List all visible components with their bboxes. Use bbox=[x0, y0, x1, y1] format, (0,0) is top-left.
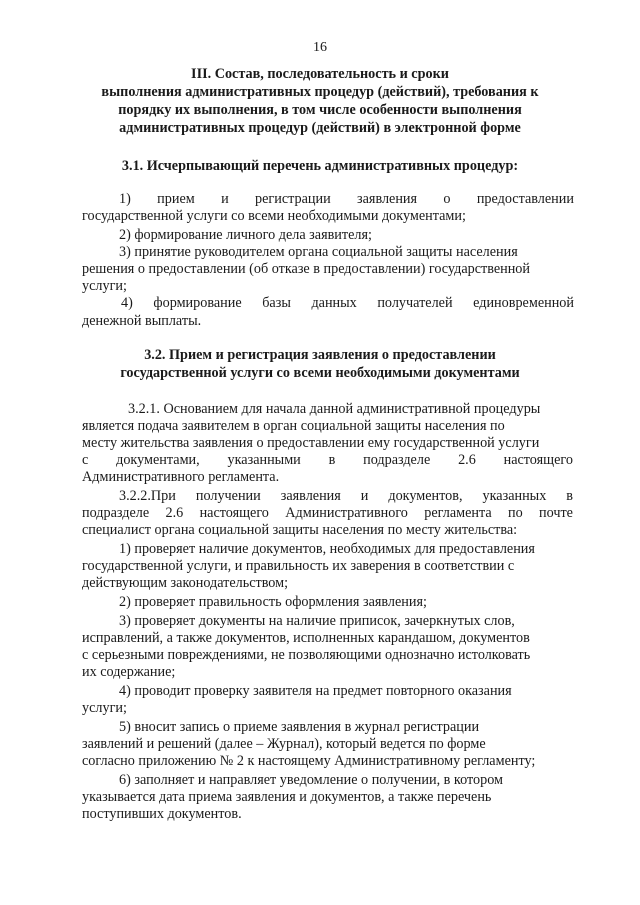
word: 4) bbox=[121, 295, 133, 311]
para-3-2-2-line-1 bbox=[119, 488, 573, 505]
section-title-line-1: III. Состав, последовательность и сроки bbox=[191, 66, 449, 82]
word: регистрации bbox=[255, 191, 331, 207]
word: заявления bbox=[357, 191, 418, 207]
list-item-1-line-2: государственной услуги со всеми необходимыми документами; bbox=[82, 208, 466, 224]
action-3-line-2: исправлений, а также документов, исполненных карандашом, документов bbox=[82, 630, 530, 646]
list-item-2: 2) формирование личного дела заявителя; bbox=[119, 227, 372, 243]
action-2: 2) проверяет правильность оформления заявления; bbox=[119, 594, 427, 610]
word: настоящего bbox=[199, 505, 269, 521]
word: документами, bbox=[116, 452, 200, 468]
para-3-2-1-line-1: 3.2.1. Основанием для начала данной административной процедуры bbox=[128, 401, 541, 417]
subsection-3-1-heading: 3.1. Исчерпывающий перечень административных процедур: bbox=[121, 158, 519, 174]
word: документов, bbox=[388, 488, 463, 504]
para-3-2-2-line-3: специалист органа социальной защиты населения по месту жительства: bbox=[82, 522, 518, 538]
section-title-line-3: порядку их выполнения, в том числе особенности выполнения bbox=[118, 102, 522, 118]
word: в bbox=[328, 452, 336, 468]
word: данных bbox=[311, 295, 357, 311]
word: в bbox=[566, 488, 573, 504]
word: 1) bbox=[119, 191, 131, 207]
para-3-2-2-line-2 bbox=[82, 505, 573, 522]
list-item-4-line-1 bbox=[121, 295, 574, 312]
word: прием bbox=[157, 191, 195, 207]
action-6-line-2: указывается дата приема заявления и документов, а также перечень bbox=[82, 789, 492, 805]
word: указанных bbox=[482, 488, 547, 504]
word: получателей bbox=[377, 295, 453, 311]
section-title-line-4: административных процедур (действий) в электронной форме bbox=[119, 120, 521, 136]
word: единовременной bbox=[473, 295, 574, 311]
word: 2.6 bbox=[458, 452, 476, 468]
word: с bbox=[82, 452, 89, 468]
page-number: 16 bbox=[313, 40, 327, 55]
word: получении bbox=[195, 488, 261, 504]
action-4-line-1: 4) проводит проверку заявителя на предмет повторного оказания bbox=[119, 683, 512, 699]
action-5-line-3: согласно приложению № 2 к настоящему Административному регламенту; bbox=[82, 753, 536, 769]
word: 2.6 bbox=[165, 505, 184, 521]
word: о bbox=[443, 191, 451, 207]
list-item-3-line-3: услуги; bbox=[82, 278, 127, 294]
word: настоящего bbox=[503, 452, 573, 468]
list-item-1-line-1 bbox=[119, 191, 574, 208]
action-1-line-3: действующим законодательством; bbox=[82, 575, 289, 591]
action-1-line-1: 1) проверяет наличие документов, необходимых для предоставления bbox=[119, 541, 535, 557]
para-3-2-1-line-3: месту жительства заявления о предоставлении ему государственной услуги bbox=[82, 435, 540, 451]
action-5-line-2: заявлений и решений (далее – Журнал), который ведется по форме bbox=[82, 736, 486, 752]
word: формирование bbox=[153, 295, 242, 311]
word: подразделе bbox=[82, 505, 150, 521]
word: Административного bbox=[285, 505, 408, 521]
action-6-line-3: поступивших документов. bbox=[82, 806, 242, 822]
section-title-line-2: выполнения административных процедур (действий), требования к bbox=[101, 84, 539, 100]
word: 3.2.2.При bbox=[119, 488, 176, 504]
para-3-2-1-line-2: является подача заявителем в орган социальной защиты населения по bbox=[82, 418, 505, 434]
list-item-3-line-1: 3) принятие руководителем органа социальной защиты населения bbox=[119, 244, 518, 260]
word: базы bbox=[262, 295, 291, 311]
word: и bbox=[221, 191, 229, 207]
subsection-3-2-heading-line-1: 3.2. Прием и регистрация заявления о предоставлении bbox=[144, 347, 496, 363]
word: заявления bbox=[280, 488, 341, 504]
list-item-4-line-2: денежной выплаты. bbox=[82, 313, 202, 329]
word: регламента bbox=[424, 505, 492, 521]
para-3-2-1-line-4 bbox=[82, 452, 573, 469]
action-5-line-1: 5) вносит запись о приеме заявления в журнал регистрации bbox=[119, 719, 480, 735]
subsection-3-2-heading-line-2: государственной услуги со всеми необходимыми документами bbox=[120, 365, 520, 381]
action-3-line-4: их содержание; bbox=[82, 664, 176, 680]
word: почте bbox=[539, 505, 573, 521]
word: указанными bbox=[227, 452, 301, 468]
action-3-line-1: 3) проверяет документы на наличие приписок, зачеркнутых слов, bbox=[119, 613, 515, 629]
para-3-2-1-line-5: Административного регламента. bbox=[82, 469, 280, 485]
word: по bbox=[508, 505, 523, 521]
word: предоставлении bbox=[476, 191, 574, 207]
action-4-line-2: услуги; bbox=[82, 700, 127, 716]
list-item-3-line-2: решения о предоставлении (об отказе в предоставлении) государственной bbox=[82, 261, 530, 277]
action-1-line-2: государственной услуги, и правильность их заверения в соответствии с bbox=[82, 558, 515, 574]
word: подразделе bbox=[363, 452, 431, 468]
action-3-line-3: с серьезными повреждениями, не позволяющими однозначно истолковать bbox=[82, 647, 531, 663]
action-6-line-1: 6) заполняет и направляет уведомление о получении, в котором bbox=[119, 772, 503, 788]
word: и bbox=[360, 488, 369, 504]
